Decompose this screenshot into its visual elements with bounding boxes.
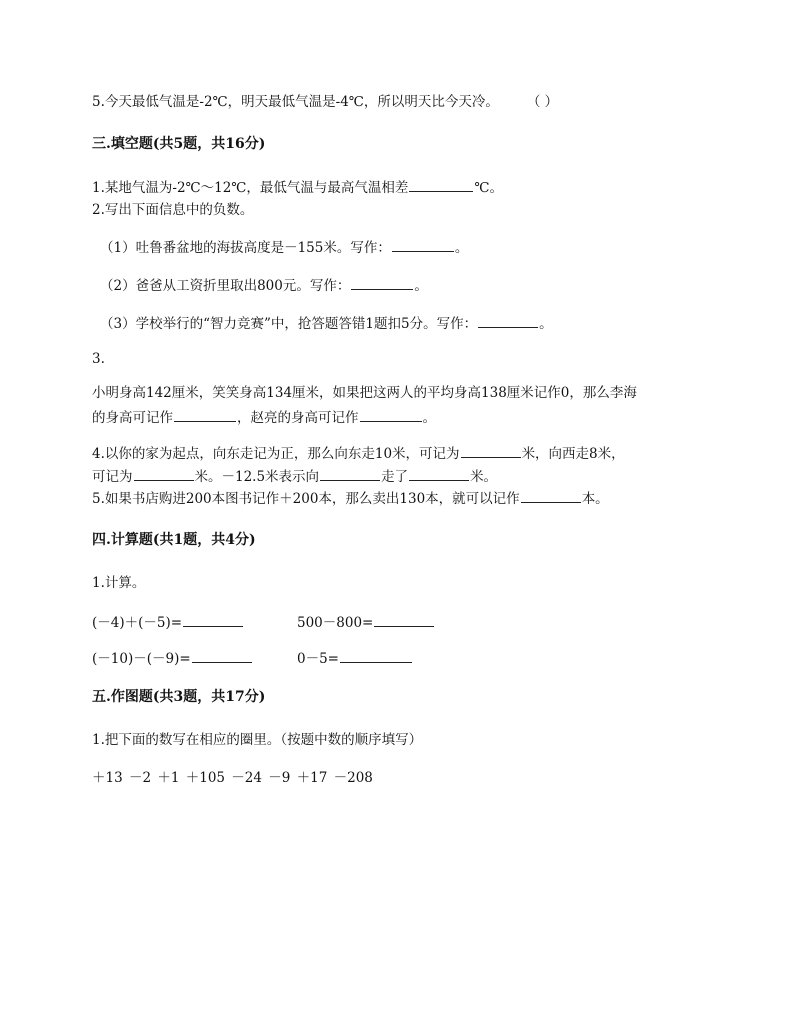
question-text: （3）学校举行的“智力竞赛”中，抢答题答错1题扣5分。写作： xyxy=(100,316,478,332)
fill-question-2: 2.写出下面信息中的负数。 xyxy=(92,202,254,218)
expression: 0－5= xyxy=(297,651,339,667)
answer-blank[interactable] xyxy=(461,444,521,458)
fill-question-1 xyxy=(92,178,503,197)
answer-blank[interactable] xyxy=(409,467,469,481)
fill-question-3-line-2 xyxy=(92,408,436,427)
answer-blank[interactable] xyxy=(392,238,454,252)
judge-question-5 xyxy=(92,93,558,111)
calc-expression-3 xyxy=(92,649,253,668)
section-title-calc: 四.计算题(共1题，共4分) xyxy=(92,532,256,548)
question-text: 。 xyxy=(414,278,428,294)
question-text: 的身高可记作 xyxy=(92,410,173,426)
fill-question-5 xyxy=(92,489,609,508)
calc-expression-2 xyxy=(297,613,435,632)
question-text: 1.某地气温为-2℃～12℃，最低气温与最高气温相差 xyxy=(92,180,409,196)
answer-parentheses: （ ） xyxy=(526,94,559,110)
question-text: 米。－12.5米表示向 xyxy=(194,469,320,485)
question-text: 走了 xyxy=(381,469,409,485)
question-text: 。 xyxy=(454,240,469,256)
question-text: 4.以你的家为起点，向东走记为正，那么向东走10米，可记为 xyxy=(92,446,460,462)
question-text: 。 xyxy=(539,316,553,332)
answer-blank[interactable] xyxy=(374,613,434,627)
question-text: 5.今天最低气温是-2℃，明天最低气温是-4℃，所以明天比今天冷。 xyxy=(92,94,499,110)
fill-question-2-1 xyxy=(100,238,468,257)
answer-blank[interactable] xyxy=(409,178,473,192)
calc-question-1: 1.计算。 xyxy=(92,575,146,591)
answer-blank[interactable] xyxy=(478,314,538,328)
expression: (－4)＋(－5)= xyxy=(92,615,183,631)
answer-blank[interactable] xyxy=(192,649,252,663)
fill-question-4-line-2 xyxy=(92,467,497,486)
answer-blank[interactable] xyxy=(320,467,380,481)
number-list: ＋13 －2 ＋1 ＋105 －24 －9 ＋17 －208 xyxy=(92,770,373,786)
answer-blank[interactable] xyxy=(183,613,243,627)
answer-blank[interactable] xyxy=(134,467,194,481)
answer-blank[interactable] xyxy=(521,489,581,503)
expression: 500－800= xyxy=(297,615,374,631)
question-text: （2）爸爸从工资折里取出800元。写作： xyxy=(100,278,351,294)
fill-question-2-2 xyxy=(100,276,428,295)
fill-question-2-3 xyxy=(100,314,553,333)
answer-blank[interactable] xyxy=(360,408,422,422)
fill-question-4-line-1 xyxy=(92,444,625,463)
question-text: ℃。 xyxy=(474,180,504,196)
calc-expression-4 xyxy=(297,649,413,668)
answer-blank[interactable] xyxy=(174,408,236,422)
expression: (－10)－(－9)= xyxy=(92,651,191,667)
fill-question-3-line-1: 小明身高142厘米，笑笑身高134厘米，如果把这两人的平均身高138厘米记作0，那么李海 xyxy=(92,385,637,401)
question-text: 米，向西走8米， xyxy=(521,446,625,462)
calc-expression-1 xyxy=(92,613,244,632)
question-text: 本。 xyxy=(581,491,609,507)
question-text: 。 xyxy=(422,410,436,426)
answer-blank[interactable] xyxy=(351,276,413,290)
question-text: 可记为 xyxy=(92,469,133,485)
section-title-fill: 三.填空题(共5题，共16分) xyxy=(92,136,266,152)
question-text: 5.如果书店购进200本图书记作＋200本，那么卖出130本，就可以记作 xyxy=(92,491,520,507)
draw-question-1: 1.把下面的数写在相应的圈里。（按题中数的顺序填写） xyxy=(92,732,423,748)
question-text: 米。 xyxy=(470,469,498,485)
question-text: （1）吐鲁番盆地的海拔高度是－155米。写作： xyxy=(100,240,391,256)
fill-question-3-number: 3. xyxy=(92,351,105,367)
answer-blank[interactable] xyxy=(340,649,412,663)
question-text: ，赵亮的身高可记作 xyxy=(237,410,359,426)
section-title-draw: 五.作图题(共3题，共17分) xyxy=(92,689,266,705)
